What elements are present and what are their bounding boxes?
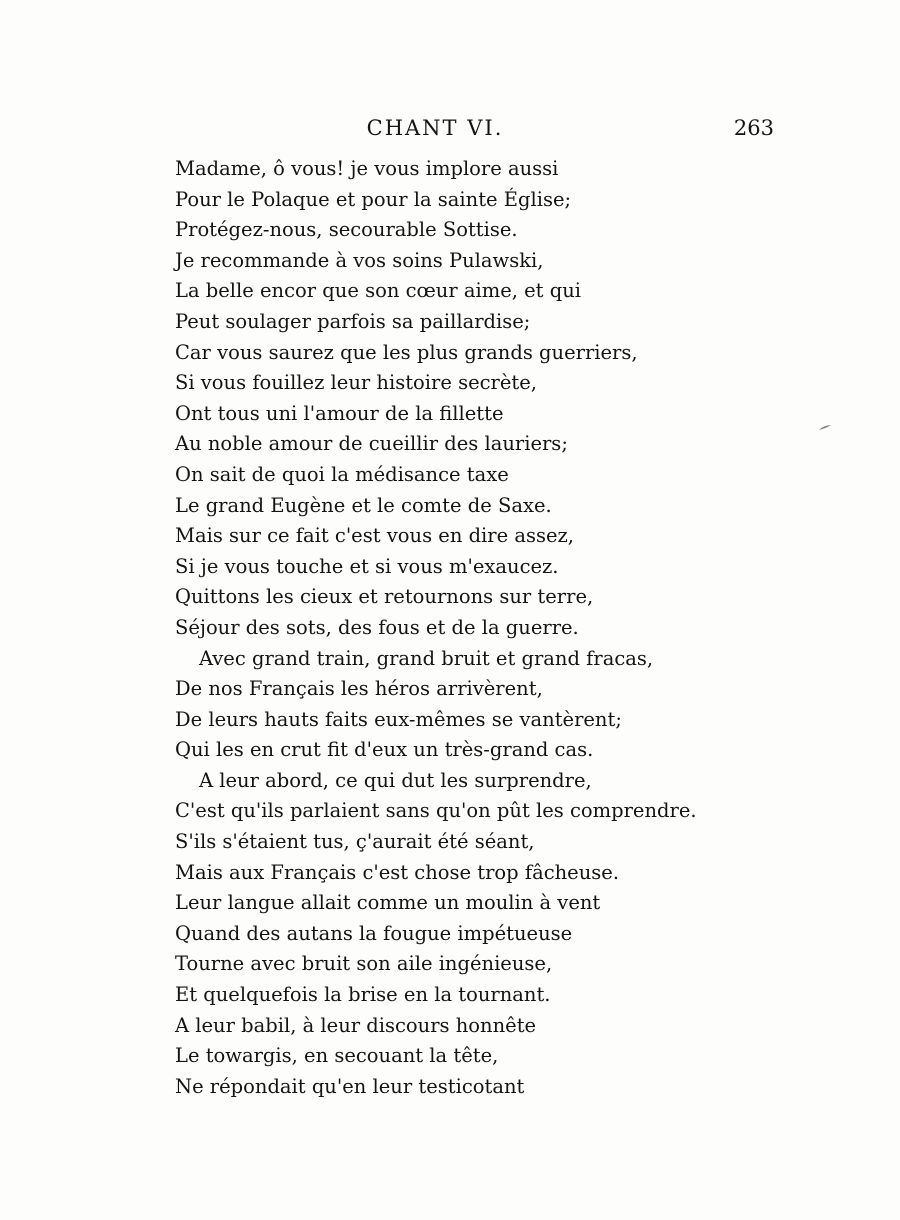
running-head xyxy=(0,116,900,146)
verse-line: On sait de quoi la médisance taxe xyxy=(175,462,509,486)
verse-line: De leurs hauts faits eux-mêmes se vantèrent; xyxy=(175,707,622,731)
verse-line: Ont tous uni l'amour de la fillette xyxy=(175,401,504,425)
verse-line: A leur abord, ce qui dut les surprendre, xyxy=(199,768,592,792)
page-number: 263 xyxy=(733,116,774,140)
verse-line: Le grand Eugène et le comte de Saxe. xyxy=(175,493,552,517)
verse-line: Quittons les cieux et retournons sur terre, xyxy=(175,585,594,609)
chapter-title: CHANT VI. xyxy=(366,116,504,140)
verse-line: Je recommande à vos soins Pulawski, xyxy=(175,248,544,272)
verse-line: Qui les en crut fit d'eux un très-grand cas. xyxy=(175,738,594,762)
verse-block xyxy=(175,154,775,1102)
verse-line: S'ils s'étaient tus, ç'aurait été séant, xyxy=(175,830,535,854)
verse-line: Ne répondait qu'en leur testicotant xyxy=(175,1074,525,1098)
verse-line: Séjour des sots, des fous et de la guerre. xyxy=(175,615,579,639)
verse-line: Pour le Polaque et pour la sainte Église; xyxy=(175,187,572,211)
verse-line: De nos Français les héros arrivèrent, xyxy=(175,677,543,701)
verse-line: Au noble amour de cueillir des lauriers; xyxy=(175,432,568,456)
verse-line: Leur langue allait comme un moulin à vent xyxy=(175,891,601,915)
verse-line: Madame, ô vous! je vous implore aussi xyxy=(175,157,559,180)
verse-line: Car vous saurez que les plus grands guerriers, xyxy=(175,340,638,364)
verse-line: Mais sur ce fait c'est vous en dire assez, xyxy=(175,524,575,548)
verse-line: Protégez-nous, secourable Sottise. xyxy=(175,218,518,242)
verse-line: Mais aux Français c'est chose trop fâcheuse. xyxy=(175,860,620,884)
verse-line: C'est qu'ils parlaient sans qu'on pût les comprendre. xyxy=(175,799,697,823)
verse-line: Tourne avec bruit son aile ingénieuse, xyxy=(175,952,553,976)
verse-line: A leur babil, à leur discours honnête xyxy=(175,1013,537,1037)
verse-line: Quand des autans la fougue impétueuse xyxy=(175,921,573,945)
verse-line: La belle encor que son cœur aime, et qui xyxy=(175,279,581,303)
verse-line: Si vous fouillez leur histoire secrète, xyxy=(175,371,537,395)
verse-line: Si je vous touche et si vous m'exaucez. xyxy=(175,554,559,578)
verse-line: Le towargis, en secouant la tête, xyxy=(175,1044,499,1068)
verse-line: Peut soulager parfois sa paillardise; xyxy=(175,309,531,333)
verse-line: Avec grand train, grand bruit et grand fracas, xyxy=(199,646,654,670)
verse-line: Et quelquefois la brise en la tournant. xyxy=(175,983,551,1007)
ink-smudge-mark xyxy=(818,424,832,431)
